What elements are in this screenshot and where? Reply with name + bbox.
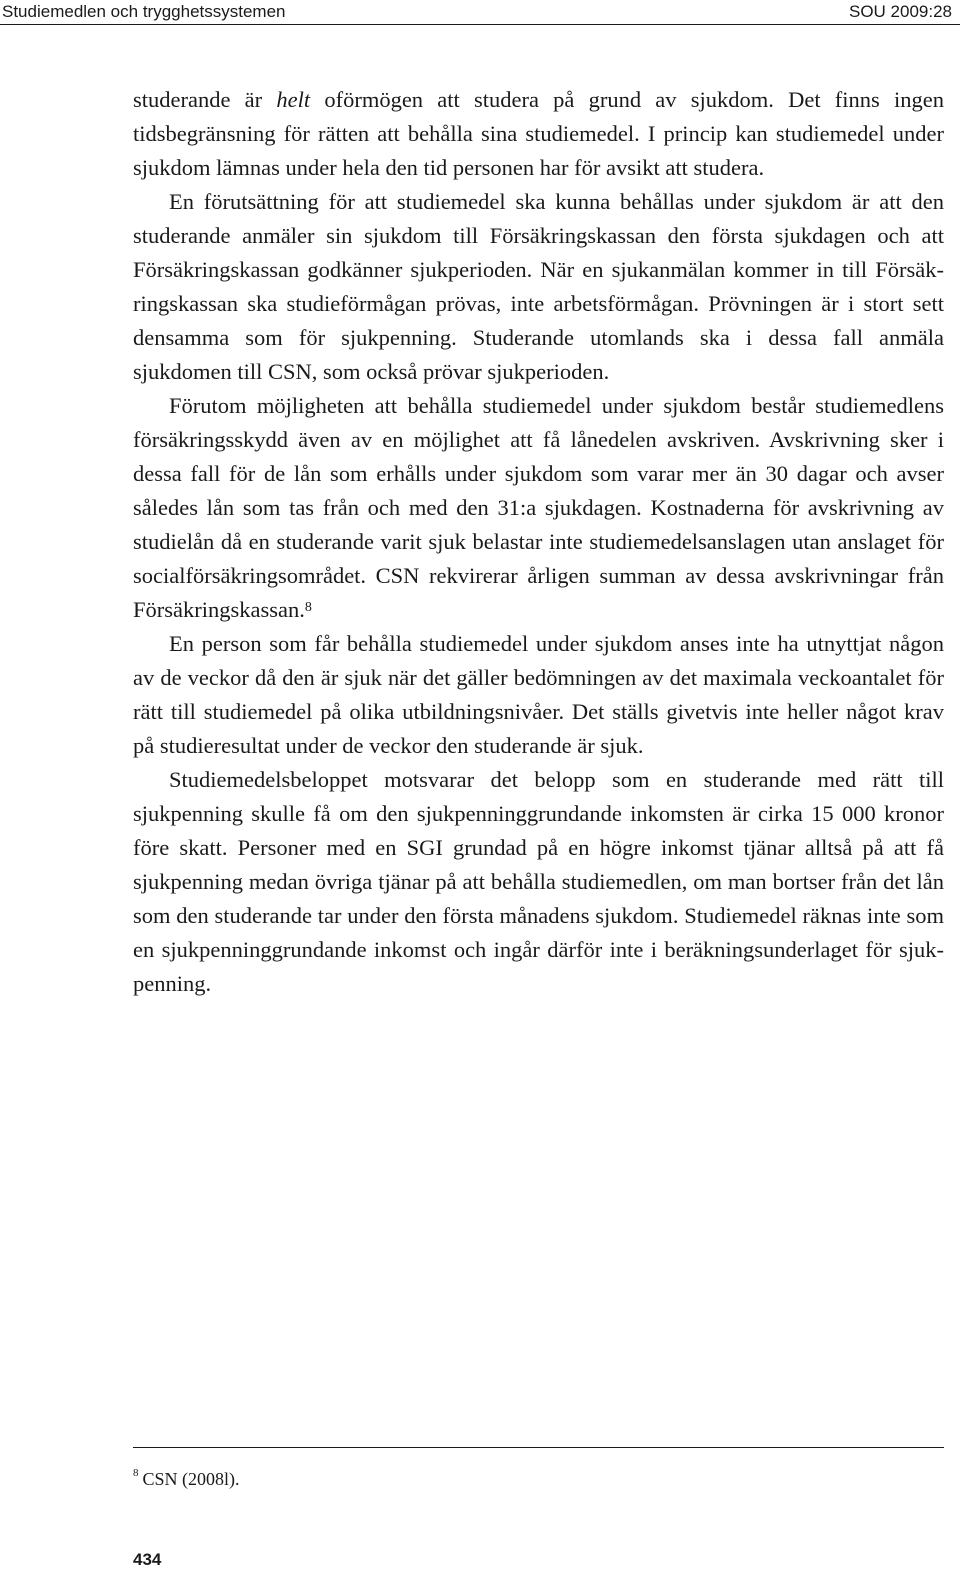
paragraph-1-rest: oförmögen att studera på grund av sjukdom. Det finns ingen tidsbegränsning för rätten att behålla sina studiemedel. I princip kan studiemedel under sjukdom lämnas under hela den tid personen har för avsikt att studera. [133, 87, 944, 180]
footnote-divider [133, 1447, 944, 1448]
paragraph-1-start: studerande är [133, 87, 277, 112]
paragraph-3-text: Förutom möjligheten att behålla studiemedel under sjukdom består studiemedlens försäkringsskydd även av en möjlighet att få lånedelen avskriven. Avskrivning sker i dessa fall för de lån som erhålls under sjukdom som varar mer än 30 dagar och avser således lån som tas från och med den 31:a sjukdagen. Kostnaderna för avskrivning av studielån då en studerande varit sjuk belastar inte studiemedelsanslagen utan anslaget för socialförsäkringsområdet. CSN rekvirerar årligen summan av dessa avskrivningar från Försäkringskassan. [133, 393, 944, 622]
paragraph-5: Studiemedelsbeloppet motsvarar det belopp som en studerande med rätt till sjukpenning skulle få om den sjukpenninggrundande inkomsten är cirka 15 000 kronor före skatt. Personer med en SGI grundad på en högre inkomst tjänar alltså på att få sjukpenning medan övriga tjänar på att behålla studiemedlen, om man bortser från det lån som den studerande tar under den första månadens sjukdom. Studiemedel räknas inte som en sjukpenninggrundande inkomst och ingår därför inte i beräkningsunderlaget för sjukpenning. [133, 767, 944, 996]
footnote-reference[interactable]: 8 [304, 599, 312, 615]
footnote [133, 1462, 240, 1492]
footnote-number: 8 [133, 1467, 139, 1479]
paragraph-4: En person som får behålla studiemedel under sjukdom anses inte ha utnyttjat någon av de veckor då den är sjuk när det gäller bedömningen av det maximala veckoantalet för rätt till studiemedel på olika utbildningsnivåer. Det ställs givetvis inte heller något krav på studieresultat under de veckor den studerande är sjuk. [133, 631, 944, 758]
header-document-id: SOU 2009:28 [848, 2, 952, 21]
running-header [0, 0, 960, 25]
paragraph-3 [133, 389, 944, 627]
paragraph-2: En förutsättning för att studiemedel ska kunna behållas under sjukdom är att den studerande anmäler sin sjukdom till Försäkringskassan den första sjukdagen och att Försäkringskassan godkänner sjukperioden. När en sjukanmälan kommer in till Försäkringskassan ska studieförmågan prövas, inte arbetsförmågan. Prövningen är i stort sett densamma som för sjukpenning. Studerande utomlands ska i dessa fall anmäla sjukdomen till CSN, som också prövar sjukperioden. [133, 189, 944, 384]
page-number: 434 [133, 1550, 162, 1569]
footnote-text: CSN (2008l). [142, 1469, 240, 1489]
header-title: Studiemedlen och trygghetssystemen [2, 2, 286, 21]
paragraph-1 [133, 83, 944, 185]
body-text [133, 83, 944, 1001]
paragraph-1-emphasis: helt [276, 87, 311, 112]
